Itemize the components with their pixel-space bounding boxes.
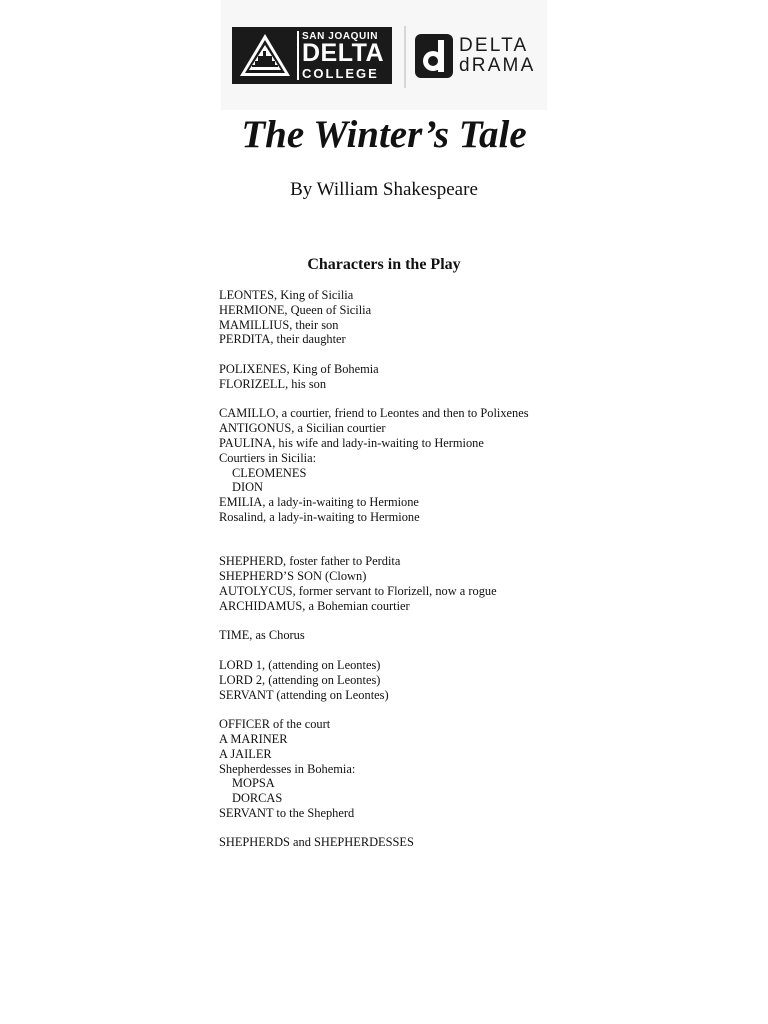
group-spacer [219, 821, 639, 836]
character-entry: A JAILER [219, 746, 272, 761]
character-list [219, 288, 639, 850]
logo-banner [221, 0, 547, 110]
college-logo-line2: DELTA [302, 39, 385, 67]
character-entry: SERVANT to the Shepherd [219, 805, 355, 820]
drama-logo-line2: dRAMA [459, 55, 536, 76]
character-entry: EMILIA, a lady-in-waiting to Hermione [219, 495, 419, 510]
character-entry: CLEOMENES [232, 465, 307, 480]
character-entry: A MARINER [219, 731, 288, 746]
character-entry: TIME, as Chorus [219, 628, 305, 643]
character-entry: SERVANT (attending on Leontes) [219, 687, 389, 702]
character-entry: ANTIGONUS, a Sicilian courtier [219, 421, 386, 436]
character-entry: FLORIZELL, his son [219, 376, 327, 391]
group-spacer [219, 702, 639, 717]
drama-logo-line1: DELTA [459, 35, 529, 56]
character-entry: DION [232, 480, 263, 495]
character-entry: LEONTES, King of Sicilia [219, 288, 354, 302]
character-entry: MOPSA [232, 776, 275, 791]
character-entry: SHEPHERD, foster father to Perdita [219, 554, 401, 569]
character-group-label: Courtiers in Sicilia: [219, 450, 317, 465]
delta-college-logo [232, 27, 392, 84]
character-entry: DORCAS [232, 791, 283, 806]
character-entry: POLIXENES, King of Bohemia [219, 361, 379, 376]
group-spacer [219, 347, 639, 362]
group-spacer [219, 614, 639, 629]
character-entry: CAMILLO, a courtier, friend to Leontes and then to Polixenes [219, 406, 529, 421]
character-entry: LORD 2, (attending on Leontes) [219, 672, 381, 687]
group-spacer [219, 392, 639, 407]
college-logo-line3: COLLEGE [302, 66, 379, 81]
author-line: By William Shakespeare [290, 179, 478, 200]
logo-separator [404, 26, 406, 88]
group-spacer [219, 643, 639, 658]
character-entry: AUTOLYCUS, former servant to Florizell, now a rogue [219, 583, 497, 598]
character-entry: Rosalind, a lady-in-waiting to Hermione [219, 509, 420, 524]
character-group-label: Shepherdesses in Bohemia: [219, 761, 356, 776]
logo-divider [297, 31, 299, 80]
delta-drama-d-icon [415, 34, 453, 78]
character-entry: SHEPHERD’S SON (Clown) [219, 569, 367, 584]
character-entry: MAMILLIUS, their son [219, 317, 339, 332]
character-entry: LORD 1, (attending on Leontes) [219, 657, 381, 672]
group-spacer [219, 525, 639, 555]
character-entry: HERMIONE, Queen of Sicilia [219, 302, 372, 317]
character-entry: OFFICER of the court [219, 717, 331, 732]
character-entry: PERDITA, their daughter [219, 332, 346, 347]
character-entry: SHEPHERDS and SHEPHERDESSES [219, 835, 414, 850]
characters-heading: Characters in the Play [307, 256, 461, 273]
delta-drama-logo [415, 34, 541, 80]
character-entry: ARCHIDAMUS, a Bohemian courtier [219, 598, 410, 613]
character-entry: PAULINA, his wife and lady-in-waiting to Hermione [219, 435, 484, 450]
play-title: The Winter’s Tale [241, 113, 527, 156]
delta-college-emblem-icon [235, 30, 295, 81]
college-logo-line1: SAN JOAQUIN [302, 31, 379, 42]
